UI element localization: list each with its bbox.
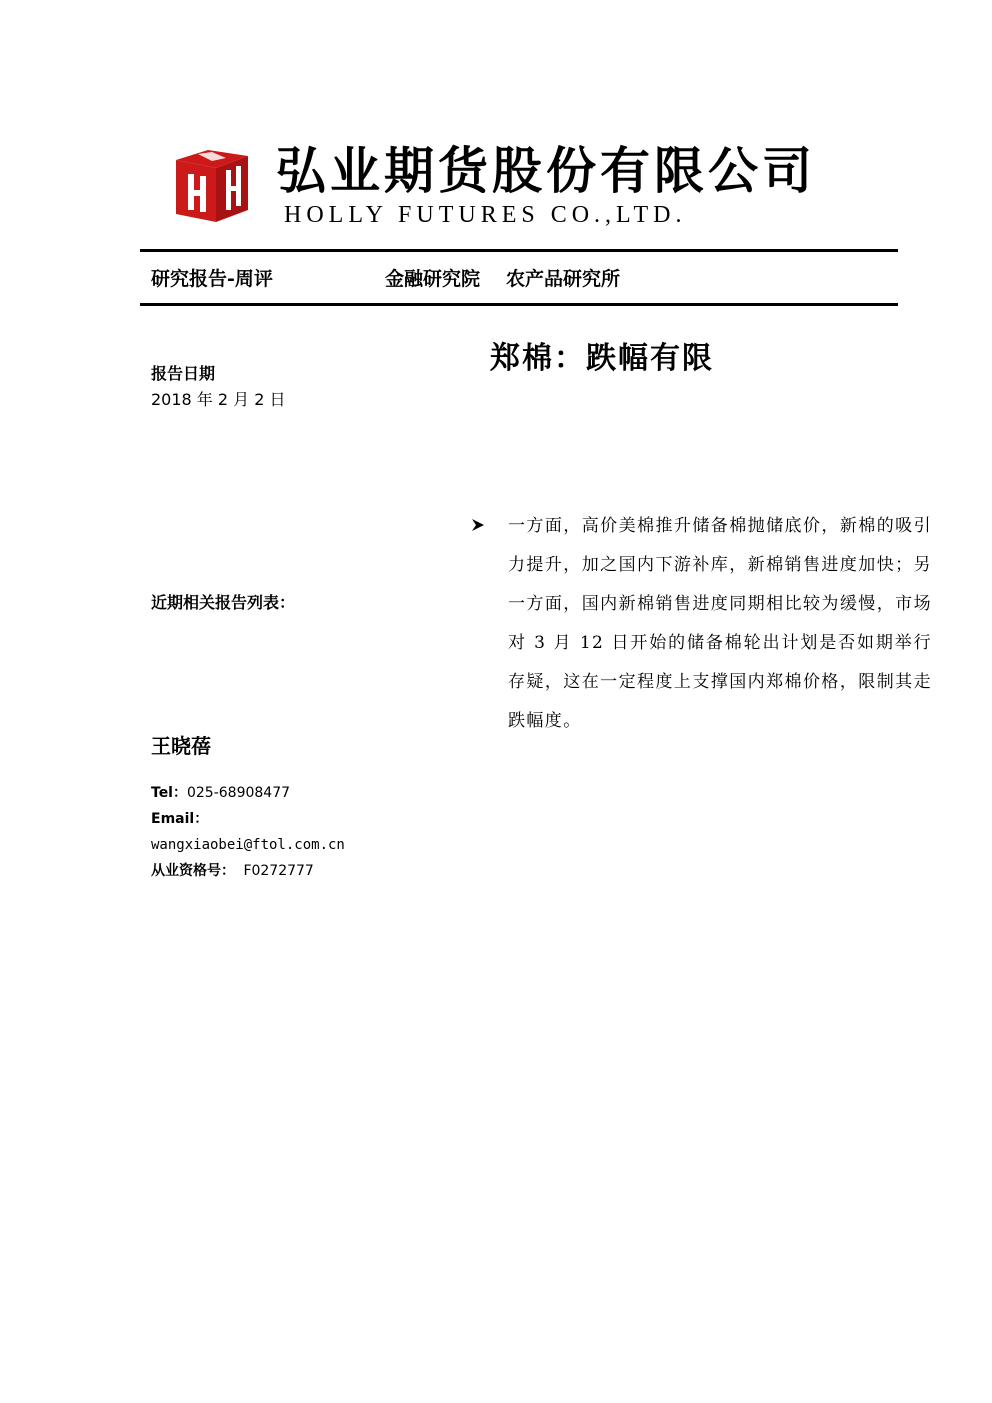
arrow-bullet-icon [470,517,486,533]
summary-text: 一方面，高价美棉推升储备棉抛储底价，新棉的吸引力提升，加之国内下游补库，新棉销售进度加快；另一方面，国内新棉销售进度同期相比较为缓慢，市场对 3 月 12 日开始的储备棉轮出计划是否如期举行存疑，这在一定程度上支撑国内郑棉价格，限制其走跌幅度。 [508,516,932,731]
tel-label: Tel： [151,785,187,801]
company-name-en: HOLLY FUTURES CO.,LTD. [284,202,687,228]
license-value: F0272777 [243,863,314,879]
company-logo [168,142,830,232]
tel-value: 025-68908477 [186,785,291,801]
author-name: 王晓蓓 [151,734,211,758]
email-label: Email： [151,811,209,827]
header-rule-top [140,249,898,252]
institutes [385,264,620,291]
license-label: 从业资格号： [151,863,235,879]
holly-cube-logo-icon [168,142,252,226]
report-date-value: 2018 年 2 月 2 日 [151,390,286,409]
email-row [151,806,345,832]
institute-agri: 农产品研究所 [506,268,621,290]
license-row [151,858,345,884]
report-type: 研究报告-周评 [151,268,273,290]
report-date-label: 报告日期 [151,364,216,383]
related-reports-label: 近期相关报告列表： [151,593,296,612]
email-value[interactable]: wangxiaobei@ftol.com.cn [151,837,345,853]
tel-row [151,780,345,806]
report-title: 郑棉：跌幅有限 [490,341,714,376]
header-rule-bottom [140,303,898,306]
institute-finance: 金融研究院 [385,268,481,290]
author-contact [151,780,345,884]
email-value-row [151,832,345,858]
company-name-cn: 弘业期货股份有限公司 [276,141,816,200]
